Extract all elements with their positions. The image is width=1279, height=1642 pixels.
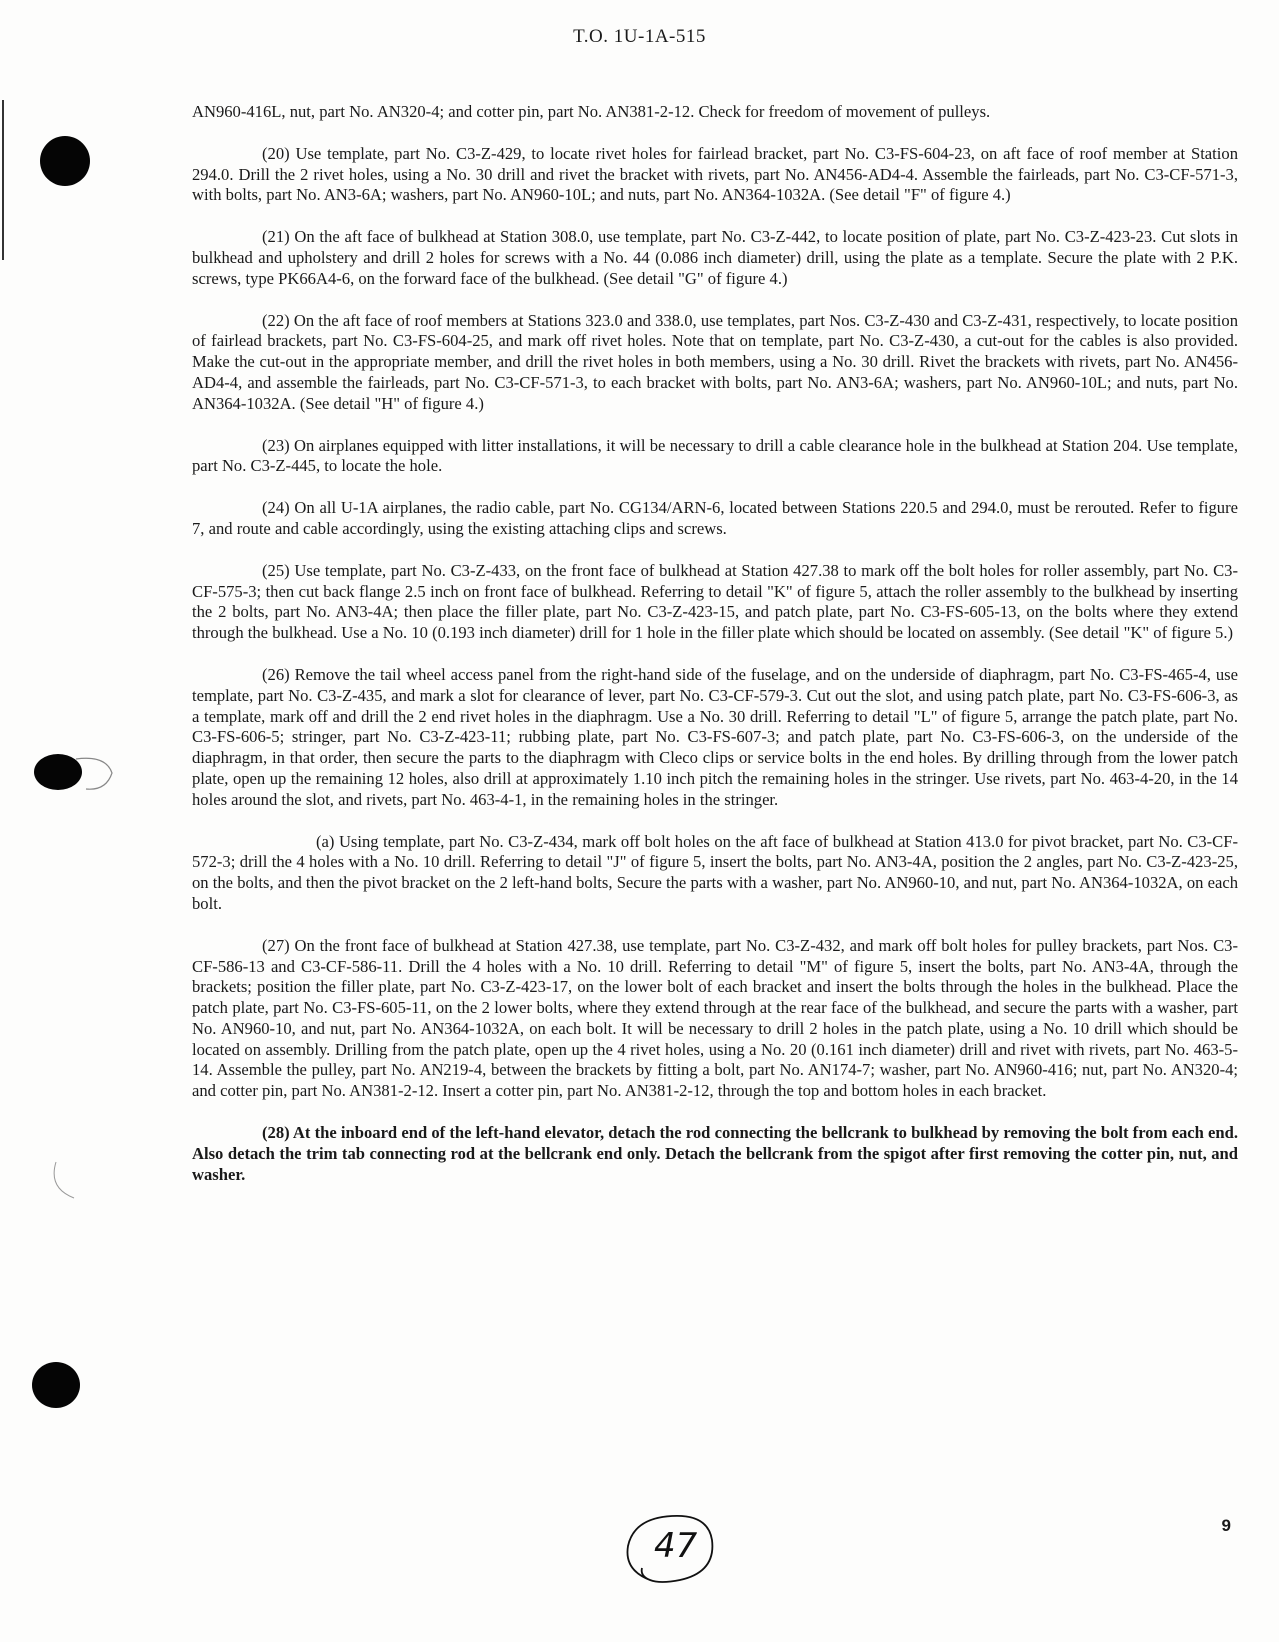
step-24: (24) On all U-1A airplanes, the radio cable, part No. CG134/ARN-6, located between Stations 220.5 and 294.0, must be rerouted. Refer to figure 7, and route and cable accordingly, using the existing attaching clips and screws. — [192, 498, 1238, 538]
step-27: (27) On the front face of bulkhead at Station 427.38, use template, part No. C3-Z-432, and mark off bolt holes for pulley brackets, part Nos. C3-CF-586-13 and C3-CF-586-11. Drill the 4 holes with a No. 10 drill. Referring to detail "M" of figure 5, insert the bolts, part No. AN3-4A, through the brackets; position the filler plate, part No. C3-Z-423-17, on the lower bolt of each bracket and insert the bolts through the holes in the bulkhead. Place the patch plate, part No. C3-FS-605-11, on the 2 lower bolts, where they extend through at the rear face of the bulkhead, and secure the parts with a washer, part No. AN960-10, and nut, part No. AN364-1032A, on each bolt. It will be necessary to drill 2 holes in the patch plate, using a No. 10 drill which should be located on assembly. Drilling from the patch plate, open up the 4 rivet holes, using a No. 20 (0.161 inch diameter) drill and rivet with rivets, part No. 463-5-14. Assemble the pulley, part No. AN219-4, between the brackets by fitting a bolt, part No. AN174-7; washer, part No. AN960-416; nut, part No. AN320-4; and cotter pin, part No. AN381-2-12. Insert a cotter pin, part No. AN381-2-12, through the top and bottom holes in each bracket. — [192, 935, 1238, 1101]
step-20: (20) Use template, part No. C3-Z-429, to locate rivet holes for fairlead bracket, part No. C3-FS-604-23, on aft face of roof member at Station 294.0. Drill the 2 rivet holes, using a No. 30 drill and rivet the bracket with rivets, part No. AN456-AD4-4. Assemble the fairleads, part No. C3-CF-571-3, with bolts, part No. AN3-6A; washers, part No. AN960-10L; and nuts, part No. AN364-1032A. (See detail "F" of figure 4.) — [192, 143, 1238, 205]
step-26-a: (a) Using template, part No. C3-Z-434, mark off bolt holes on the aft face of bulkhead at Station 413.0 for pivot bracket, part No. C3-CF-572-3; drill the 4 holes with a No. 10 drill. Referring to detail "J" of figure 5, insert the bolts, part No. AN3-4A, position the 2 angles, part No. C3-Z-423-25, on the bolts, and then the pivot bracket on the 2 left-hand bolts, Secure the parts with a washer, part No. AN960-10, and nut, part No. AN364-1032A, on each bolt. — [192, 831, 1238, 913]
step-23: (23) On airplanes equipped with litter installations, it will be necessary to drill a cable clearance hole in the bulkhead at Station 204. Use template, part No. C3-Z-445, to locate the hole. — [192, 435, 1238, 476]
scan-artifact-arc-icon — [48, 1158, 98, 1208]
step-21: (21) On the aft face of bulkhead at Station 308.0, use template, part No. C3-Z-442, to locate position of plate, part No. C3-Z-423-23. Cut slots in bulkhead and upholstery and drill 2 holes for screws with a No. 44 (0.086 inch diameter) drill, using the plate as a template. Secure the plate with 2 P.K. screws, type PK66A4-6, on the forward face of the bulkhead. (See detail "G" of figure 4.) — [192, 227, 1238, 288]
handwritten-mark-text: 47 — [654, 1526, 698, 1566]
step-25: (25) Use template, part No. C3-Z-433, on the front face of bulkhead at Station 427.38 to mark off the bolt holes for roller assembly, part No. C3-CF-575-3; then cut back flange 2.5 inch on front face of bulkhead. Referring to detail "K" of figure 5, attach the roller assembly to the bulkhead by inserting the 2 bolts, part No. AN3-4A; then place the filler plate, part No. C3-Z-423-15, and patch plate, part No. C3-FS-605-13, on the bolts where they extend through the bulkhead. Use a No. 10 (0.193 inch diameter) drill for 1 hole in the filler plate which should be located on assembly. (See detail "K" of figure 5.) — [192, 560, 1238, 643]
handwritten-circled-mark — [620, 1510, 730, 1586]
punch-hole-top — [40, 136, 90, 186]
continuation-paragraph: AN960-416L, nut, part No. AN320-4; and cotter pin, part No. AN381-2-12. Check for freedom of movement of pulleys. — [192, 102, 991, 121]
punch-hole-bottom — [32, 1362, 80, 1408]
document-body — [192, 102, 1238, 1206]
page-edge-line — [2, 100, 4, 260]
document-id-header: T.O. 1U-1A-515 — [573, 26, 706, 47]
page-number: 9 — [1221, 1516, 1231, 1535]
step-22: (22) On the aft face of roof members at Stations 323.0 and 338.0, use templates, part Nos. C3-Z-430 and C3-Z-431, respectively, to locate position of fairlead brackets, part No. C3-FS-604-25, and mark off rivet holes. Note that on template, part No. C3-Z-430, a cut-out for the cables is also provided. Make the cut-out in the appropriate member, and drill the rivet holes in both members, using a No. 30 drill. Rivet the brackets with rivets, part No. AN456-AD4-4, and assemble the fairleads, part No. C3-CF-571-3, to each bracket with bolts, part No. AN3-6A; washers, part No. AN960-10L; and nuts, part No. AN364-1032A. (See detail "H" of figure 4.) — [192, 310, 1238, 413]
step-26: (26) Remove the tail wheel access panel from the right-hand side of the fuselage, and on the underside of diaphragm, part No. C3-FS-465-4, use template, part No. C3-Z-435, and mark a slot for clearance of lever, part No. C3-CF-579-3. Cut out the slot, and using patch plate, part No. C3-FS-606-3, as a template, mark off and drill the 2 end rivet holes in the diaphragm. Use a No. 30 drill. Referring to detail "L" of figure 5, arrange the patch plate, part No. C3-FS-606-5; stringer, part No. C3-Z-423-11; rubbing plate, part No. C3-FS-607-3; and patch plate, part No. C3-FS-606-3, on the underside of the diaphragm, in that order, then secure the parts to the diaphragm with Cleco clips or service bolts in the end holes. By drilling through from the lower patch plate, open up the remaining 12 holes, also drill at approximately 1.10 inch pitch the remaining holes in the stringer. Use rivets, part No. 463-4-20, in the 14 holes around the slot, and rivets, part No. 463-4-1, in the remaining holes in the stringer. — [192, 664, 1238, 809]
punch-hole-shadow-arc-icon — [66, 755, 118, 795]
step-28: (28) At the inboard end of the left-hand elevator, detach the rod connecting the bellcrank to bulkhead by removing the bolt from each end. Also detach the trim tab connecting rod at the bellcrank end only. Detach the bellcrank from the spigot after first removing the cotter pin, nut, and washer. — [192, 1123, 1238, 1184]
